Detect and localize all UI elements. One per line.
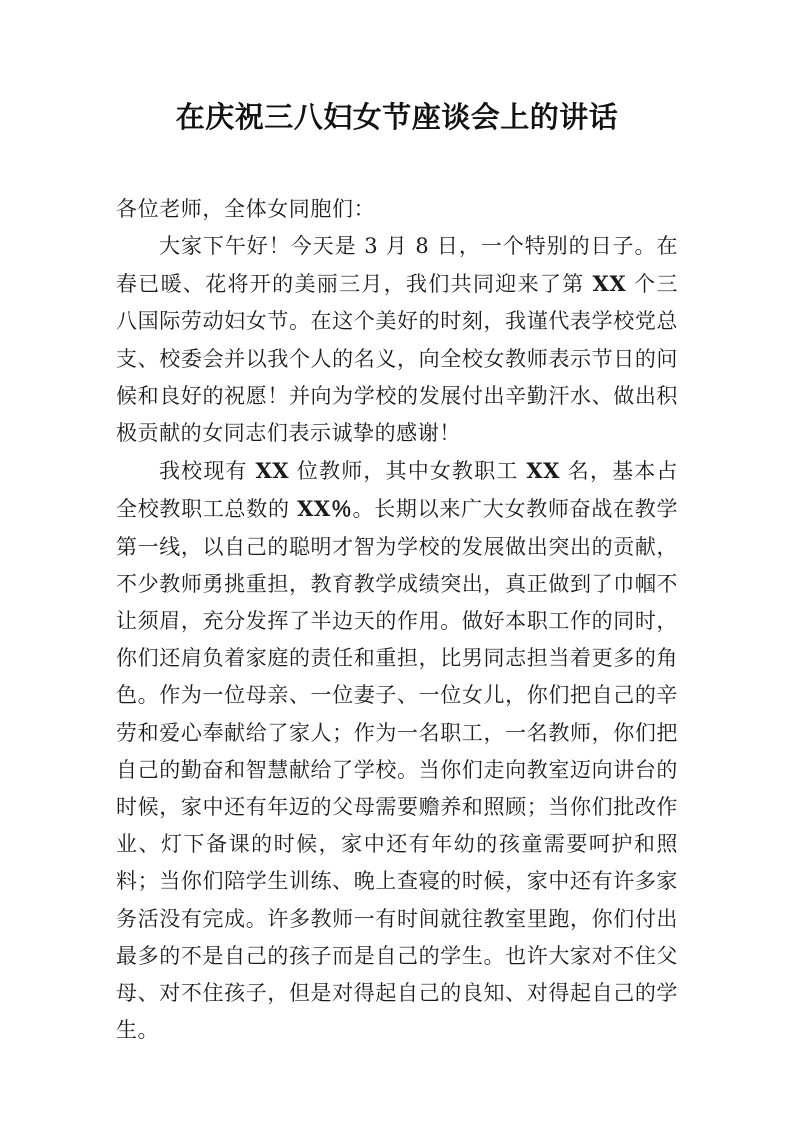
salutation-line: 各位老师，全体女同胞们： [116, 197, 376, 221]
page-title: 在庆祝三八妇女节座谈会上的讲话 [175, 100, 619, 134]
placeholder-token: XX％ [297, 496, 353, 522]
numeric-token: 3 [364, 234, 379, 258]
numeric-token: 8 [415, 234, 430, 258]
placeholder-token: XX [592, 271, 627, 297]
placeholder-token: XX [255, 458, 290, 484]
document-content [116, 0, 678, 1049]
placeholder-token: XX [526, 458, 560, 484]
paragraph-greeting: 大家下午好！今天是 3 月 8 日，一个特别的日子。在春已暖、花将开的美丽三月，我们共同迎来了第 XX 个三八国际劳动妇女节。在这个美好的时刻，我谨代表学校党总支、校委会并以我个人的名义，向全校女教师表示节日的问候和良好的祝愿！并向为学校的发展付出辛勤汗水、做出积极贡献的女同志们表示诚挚的感谢！ [116, 234, 678, 446]
paragraph-statistics: 我校现有 XX 位教师，其中女教职工 XX 名，基本占全校教职工总数的 XX％。长期以来广大女教师奋战在教学第一线，以自己的聪明才智为学校的发展做出突出的贡献，不少教师勇挑重担，教育教学成绩突出，真正做到了巾帼不让须眉，充分发挥了半边天的作用。做好本职工作的同时，你们还肩负着家庭的责任和重担，比男同志担当着更多的角色。作为一位母亲、一位妻子、一位女儿，你们把自己的辛劳和爱心奉献给了家人；作为一名职工，一名教师，你们把自己的勤奋和智慧献给了学校。当你们走向教室迈向讲台的时候，家中还有年迈的父母需要赡养和照顾；当你们批改作业、灯下备课的时候，家中还有年幼的孩童需要呵护和照料；当你们陪学生训练、晚上查寝的时候，家中还有许多家务活没有完成。许多教师一有时间就往教室里跑，你们付出最多的不是自己的孩子而是自己的学生。也许大家对不住父母、对不住孩子，但是对得起自己的良知、对得起自己的学生。 [116, 458, 679, 1043]
